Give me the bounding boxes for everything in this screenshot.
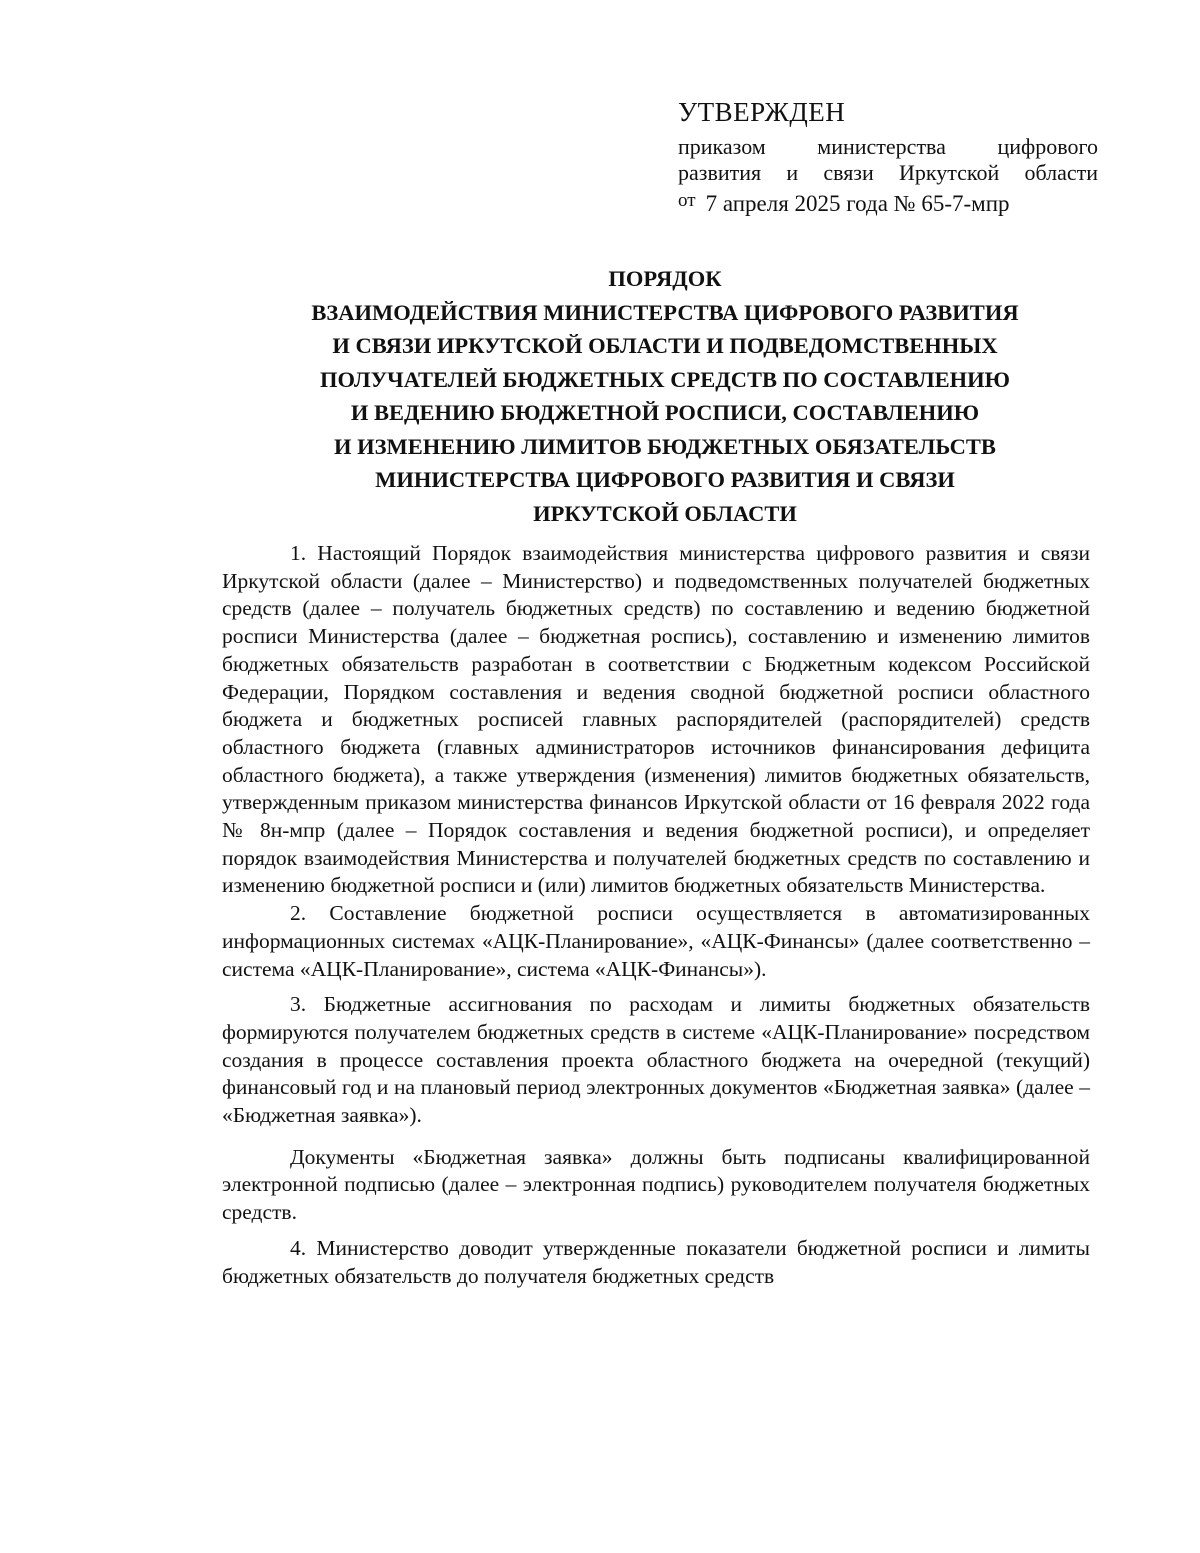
approval-line-1: приказом министерства цифрового [678,134,1098,159]
document-body [222,540,1090,1290]
title-line: ВЗАИМОДЕЙСТВИЯ МИНИСТЕРСТВА ЦИФРОВОГО РАЗВИТИЯ [311,299,1019,325]
paragraph-2: 2. Составление бюджетной росписи осуществляется в автоматизированных информационных системах «АЦК-Планирование», «АЦК-Финансы» (далее соответственно – система «АЦК-Планирование», система «АЦК-Финансы»). [222,901,1090,981]
approval-ot: от [678,190,696,211]
title-line: ИРКУТСКОЙ ОБЛАСТИ [533,500,797,526]
title-line: ПОЛУЧАТЕЛЕЙ БЮДЖЕТНЫХ СРЕДСТВ ПО СОСТАВЛЕНИЮ [320,366,1010,392]
approval-line-2: развития и связи Иркутской области [678,160,1098,185]
title-line: И ИЗМЕНЕНИЮ ЛИМИТОВ БЮДЖЕТНЫХ ОБЯЗАТЕЛЬСТВ [334,433,996,459]
paragraph-3-continued: Документы «Бюджетная заявка» должны быть подписаны квалифицированной электронной подписью (далее – электронная подпись) руководителем получателя бюджетных средств. [222,1144,1090,1225]
title-line: И ВЕДЕНИЮ БЮДЖЕТНОЙ РОСПИСИ, СОСТАВЛЕНИЮ [350,400,980,425]
title-line: ПОРЯДОК [608,266,722,291]
approval-date-line [678,188,1098,217]
title-line: МИНИСТЕРСТВА ЦИФРОВОГО РАЗВИТИЯ И СВЯЗИ [375,467,955,492]
approval-date-number: 7 апреля 2025 года № 65-7-мпр [705,191,1010,216]
approval-stamp: УТВЕРЖДЕН [678,97,846,127]
paragraph-1: 1. Настоящий Порядок взаимодействия министерства цифрового развития и связи Иркутской области (далее – Министерство) и подведомственных получателей бюджетных средств (далее – получатель бюджетных средств) по составлению и ведению бюджетной росписи Министерства (далее – бюджетная роспись), составлению и изменению лимитов бюджетных обязательств разработан в соответствии с Бюджетным кодексом Российской Федерации, Порядком составления и ведения сводной бюджетной росписи областного бюджета и бюджетных росписей главных распорядителей (распорядителей) средств областного бюджета (главных администраторов источников финансирования дефицита областного бюджета), а также утверждения (изменения) лимитов бюджетных обязательств, утвержденным приказом министерства финансов Иркутской области от 16 февраля 2022 года № 8н-мпр (далее – Порядок составления и ведения бюджетной росписи), и определяет порядок взаимодействия Министерства и получателей бюджетных средств по составлению и изменению бюджетной росписи и (или) лимитов бюджетных обязательств Министерства. [222,541,1090,898]
title-line: И СВЯЗИ ИРКУТСКОЙ ОБЛАСТИ И ПОДВЕДОМСТВЕННЫХ [332,333,998,358]
paragraph-3: 3. Бюджетные ассигнования по расходам и лимиты бюджетных обязательств формируются получателем бюджетных средств в системе «АЦК-Планирование» посредством создания в процессе составления проекта областного бюджета на очередной (текущий) финансовый год и на плановый период электронных документов «Бюджетная заявка» (далее – «Бюджетная заявка»). [222,992,1090,1128]
paragraph-4: 4. Министерство доводит утвержденные показатели бюджетной росписи и лимиты бюджетных обязательств до получателя бюджетных средств [222,1235,1090,1288]
document-title [240,262,1090,530]
approval-stamp-block [678,96,1098,217]
